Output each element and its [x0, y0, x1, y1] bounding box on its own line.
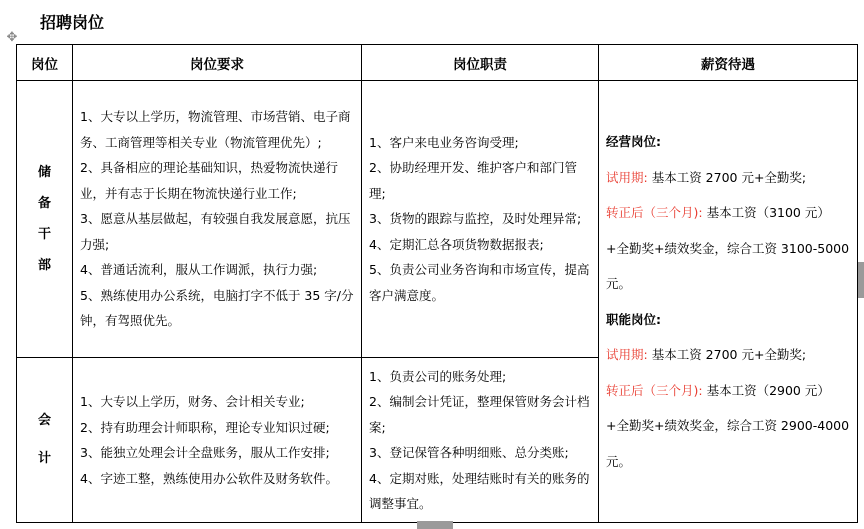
requirement-item: 4、普通话流利，服从工作调派，执行力强; — [80, 262, 318, 278]
table-header-row — [17, 45, 858, 81]
trial-period-value: 基本工资 2700 元+全勤奖; — [647, 347, 807, 362]
requirement-item: 4、字迹工整，熟练使用办公软件及财务软件。 — [80, 470, 338, 486]
requirements-cell — [73, 358, 362, 523]
post-char: 计 — [37, 451, 51, 466]
header-post: 岗位 — [17, 45, 73, 81]
duty-item: 2、协助经理开发、维护客户和部门管理; — [369, 160, 577, 201]
post-name-cell — [17, 81, 73, 358]
salary-group-title: 职能岗位: — [606, 311, 661, 327]
post-char: 会 — [37, 413, 51, 428]
header-duties: 岗位职责 — [362, 45, 599, 81]
requirement-item: 5、熟练使用办公系统，电脑打字不低于 35 字/分钟，有驾照优先。 — [80, 287, 354, 329]
requirement-item: 1、大专以上学历，物流管理、市场营销、电子商务、工商管理等相关专业（物流管理优先）; — [80, 109, 351, 150]
salary-cell — [599, 81, 858, 523]
post-char: 备 — [37, 195, 51, 211]
post-char: 部 — [37, 257, 51, 273]
regular-period-value: 基本工资（3100 元）+全勤奖+绩效奖金，综合工资 3100-5000 元。 — [606, 205, 850, 291]
salary-trial-line — [606, 337, 851, 373]
salary-regular-line — [606, 373, 851, 480]
duty-item: 1、负责公司的账务处理; — [369, 368, 507, 384]
section-title: 招聘岗位 — [40, 13, 105, 32]
trial-period-value: 基本工资 2700 元+全勤奖; — [647, 169, 807, 185]
requirement-item: 3、愿意从基层做起，有较强自我发展意愿，抗压力强; — [80, 211, 351, 252]
table-add-row-handle[interactable] — [417, 521, 453, 529]
recruitment-table — [16, 44, 858, 523]
post-name-cell — [17, 358, 73, 523]
duty-item: 3、货物的跟踪与监控，及时处理异常; — [369, 211, 582, 227]
duty-item: 5、负责公司业务咨询和市场宣传，提高客户满意度。 — [369, 262, 590, 303]
trial-period-label: 试用期: — [606, 169, 648, 185]
table-move-handle-icon[interactable]: ✥ — [6, 30, 18, 45]
post-char: 干 — [37, 226, 51, 242]
header-requirements: 岗位要求 — [73, 45, 362, 81]
regular-period-value: 基本工资（2900 元）+全勤奖+绩效奖金，综合工资 2900-4000 元。 — [606, 382, 850, 469]
duty-item: 2、编制会计凭证，整理保管财务会计档案; — [369, 394, 590, 435]
salary-group-title: 经营岗位: — [606, 134, 661, 149]
requirement-item: 2、持有助理会计师职称，理论专业知识过硬; — [80, 419, 330, 435]
regular-period-label: 转正后（三个月): — [606, 205, 703, 220]
table-row — [17, 81, 858, 358]
duties-cell — [362, 81, 599, 358]
post-char: 储 — [37, 164, 51, 180]
requirement-item: 2、具备相应的理论基础知识，热爱物流快递行业，并有志于长期在物流快递行业工作; — [80, 160, 338, 201]
header-salary: 薪资待遇 — [599, 45, 858, 81]
duty-item: 1、客户来电业务咨询受理; — [369, 134, 519, 150]
regular-period-label: 转正后（三个月): — [606, 382, 703, 398]
requirement-item: 3、能独立处理会计全盘账务，服从工作安排; — [80, 445, 330, 460]
duty-item: 3、登记保管各种明细账、总分类账; — [369, 445, 569, 460]
salary-trial-line — [606, 160, 851, 196]
requirements-cell — [73, 81, 362, 358]
duty-item: 4、定期对账，处理结账时有关的账务的调整事宜。 — [369, 470, 590, 511]
table-resize-handle[interactable] — [858, 262, 864, 298]
trial-period-label: 试用期: — [606, 347, 648, 362]
salary-regular-line — [606, 195, 851, 302]
requirement-item: 1、大专以上学历，财务、会计相关专业; — [80, 394, 305, 409]
duties-cell — [362, 358, 599, 523]
duty-item: 4、定期汇总各项货物数据报表; — [369, 236, 544, 252]
